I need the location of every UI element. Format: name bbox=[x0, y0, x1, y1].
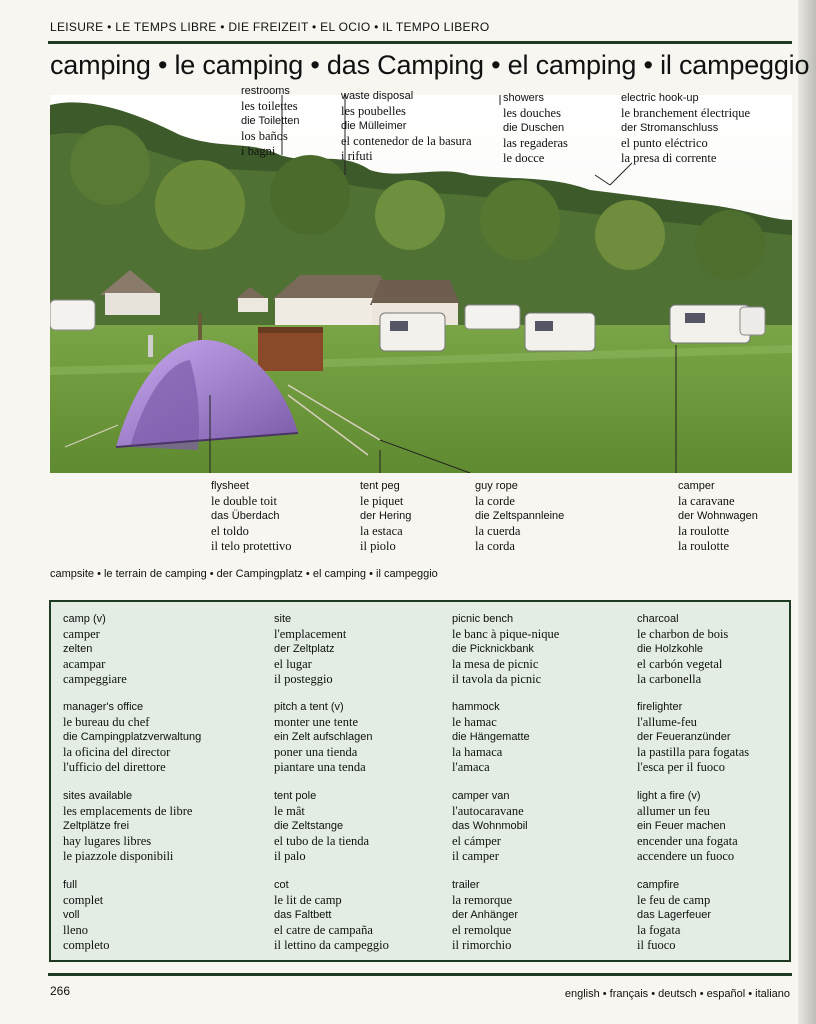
label-flysheet-es: el toldo bbox=[211, 524, 249, 538]
vocab-it: il fuoco bbox=[637, 938, 676, 952]
vocab-es: el catre de campaña bbox=[274, 923, 373, 937]
vocab-en: charcoal bbox=[637, 613, 679, 625]
vocab-fr: le hamac bbox=[452, 715, 497, 729]
label-showers-de: die Duschen bbox=[503, 122, 565, 134]
label-guyrope-it: la corda bbox=[475, 539, 515, 553]
vocab-es: la oficina del director bbox=[63, 745, 171, 759]
vocab-en: camper van bbox=[452, 790, 510, 802]
label-tent-peg bbox=[360, 479, 411, 554]
vocab-en: pitch a tent (v) bbox=[274, 701, 344, 713]
vocab-en: campfire bbox=[637, 879, 680, 891]
vocab-de: der Anhänger bbox=[452, 909, 519, 921]
vocab-entry bbox=[274, 700, 372, 775]
vocab-entry bbox=[63, 700, 201, 775]
label-hookup-fr: le branchement électrique bbox=[621, 106, 751, 120]
vocab-en: light a fire (v) bbox=[637, 790, 701, 802]
label-hookup-es: el punto eléctrico bbox=[621, 136, 708, 150]
vocab-it: accendere un fuoco bbox=[637, 849, 735, 863]
vocab-es: la mesa de picnic bbox=[452, 657, 539, 671]
label-restrooms-fr: les toilettes bbox=[241, 99, 298, 113]
vocab-en: picnic bench bbox=[452, 613, 514, 625]
vocab-it: l'amaca bbox=[452, 760, 490, 774]
vocab-it: l'ufficio del direttore bbox=[63, 760, 166, 774]
vocab-en: cot bbox=[274, 879, 289, 891]
vocab-fr: monter une tente bbox=[274, 715, 358, 729]
label-waste-es: el contenedor de la basura bbox=[341, 134, 472, 148]
vocab-entry bbox=[63, 878, 110, 953]
vocab-it: il rimorchio bbox=[452, 938, 512, 952]
vocab-fr: complet bbox=[63, 893, 104, 907]
vocab-en: firelighter bbox=[637, 701, 683, 713]
vocab-en: camp (v) bbox=[63, 613, 106, 625]
label-camper-es: la roulotte bbox=[678, 524, 730, 538]
vocab-it: le piazzole disponibili bbox=[63, 849, 174, 863]
vocab-entry bbox=[274, 789, 369, 864]
vocab-de: die Holzkohle bbox=[637, 643, 704, 655]
label-restrooms-es: los baños bbox=[241, 129, 288, 143]
vocab-es: la pastilla para fogatas bbox=[637, 745, 750, 759]
vocab-es: acampar bbox=[63, 657, 106, 671]
vocab-fr: l'autocaravane bbox=[452, 804, 524, 818]
vocab-de: zelten bbox=[63, 643, 93, 655]
vocab-entry bbox=[637, 878, 711, 953]
vocab-it: il tavola da picnic bbox=[452, 672, 542, 686]
label-guyrope-en: guy rope bbox=[475, 480, 518, 492]
section-header: LEISURE • LE TEMPS LIBRE • DIE FREIZEIT • EL OCIO • IL TEMPO LIBERO bbox=[50, 20, 490, 34]
label-waste-en: waste disposal bbox=[341, 90, 414, 102]
label-guyrope-de: die Zeltspannleine bbox=[475, 510, 565, 522]
vocab-de: ein Feuer machen bbox=[637, 820, 726, 832]
vocab-entry bbox=[452, 700, 530, 775]
vocab-en: full bbox=[63, 879, 78, 891]
page-number: 266 bbox=[50, 984, 71, 998]
vocab-de: das Wohnmobil bbox=[452, 820, 528, 832]
label-waste-disposal bbox=[341, 89, 472, 164]
label-showers-it: le docce bbox=[503, 151, 545, 165]
label-showers-fr: les douches bbox=[503, 106, 561, 120]
vocab-fr: l'allume-feu bbox=[637, 715, 697, 729]
vocab-it: completo bbox=[63, 938, 110, 952]
label-restrooms-en: restrooms bbox=[241, 85, 290, 97]
label-hookup-en: electric hook-up bbox=[621, 92, 699, 104]
vocab-fr: le feu de camp bbox=[637, 893, 711, 907]
label-camper-it: la roulotte bbox=[678, 539, 730, 553]
label-camper bbox=[678, 479, 758, 554]
vocab-it: campeggiare bbox=[63, 672, 127, 686]
vocab-en: site bbox=[274, 613, 292, 625]
vocab-it: piantare una tenda bbox=[274, 760, 366, 774]
label-showers-en: showers bbox=[503, 92, 544, 104]
vocab-entry bbox=[274, 612, 346, 687]
vocab-it: il posteggio bbox=[274, 672, 333, 686]
vocab-entry bbox=[637, 700, 749, 775]
header-rule bbox=[48, 41, 792, 44]
page-edge bbox=[798, 0, 816, 1024]
vocab-de: der Feueranzünder bbox=[637, 731, 731, 743]
vocab-fr: camper bbox=[63, 627, 100, 641]
vocab-de: die Zeltstange bbox=[274, 820, 344, 832]
page-title: camping • le camping • das Camping • el camping • il campeggio bbox=[50, 50, 810, 80]
label-flysheet-de: das Überdach bbox=[211, 510, 280, 522]
label-flysheet-fr: le double toit bbox=[211, 494, 277, 508]
label-tentpeg-fr: le piquet bbox=[360, 494, 404, 508]
label-tentpeg-it: il piolo bbox=[360, 539, 396, 553]
vocab-de: die Picknickbank bbox=[452, 643, 534, 655]
vocabulary-box bbox=[49, 600, 791, 962]
vocab-en: trailer bbox=[452, 879, 480, 891]
vocab-entry bbox=[452, 612, 559, 687]
label-guyrope-fr: la corde bbox=[475, 494, 515, 508]
label-restrooms bbox=[241, 84, 300, 159]
vocab-entry bbox=[637, 789, 738, 864]
vocab-fr: les emplacements de libre bbox=[63, 804, 193, 818]
label-hookup-de: der Stromanschluss bbox=[621, 122, 719, 134]
vocab-entry bbox=[63, 789, 192, 864]
footer-rule bbox=[48, 973, 792, 976]
vocab-es: el cámper bbox=[452, 834, 501, 848]
vocab-es: el tubo de la tienda bbox=[274, 834, 370, 848]
vocab-en: manager's office bbox=[63, 701, 144, 713]
vocab-fr: le banc à pique-nique bbox=[452, 627, 560, 641]
label-camper-de: der Wohnwagen bbox=[678, 510, 758, 522]
vocab-es: el lugar bbox=[274, 657, 312, 671]
vocab-fr: l'emplacement bbox=[274, 627, 347, 641]
vocab-entry bbox=[452, 878, 518, 953]
label-electric-hookup bbox=[621, 91, 750, 166]
vocab-es: poner una tienda bbox=[274, 745, 358, 759]
vocab-de: ein Zelt aufschlagen bbox=[274, 731, 373, 743]
photo-caption: campsite • le terrain de camping • der Campingplatz • el camping • il campeggio bbox=[50, 568, 438, 580]
vocab-fr: allumer un feu bbox=[637, 804, 710, 818]
vocab-it: l'esca per il fuoco bbox=[637, 760, 725, 774]
vocab-entry bbox=[452, 789, 528, 864]
label-guy-rope bbox=[475, 479, 564, 554]
vocab-de: das Faltbett bbox=[274, 909, 332, 921]
vocab-es: encender una fogata bbox=[637, 834, 738, 848]
vocab-es: la fogata bbox=[637, 923, 681, 937]
label-flysheet-en: flysheet bbox=[211, 480, 249, 492]
vocab-fr: le lit de camp bbox=[274, 893, 342, 907]
vocab-es: el carbón vegetal bbox=[637, 657, 723, 671]
label-restrooms-de: die Toiletten bbox=[241, 115, 300, 127]
label-restrooms-it: i bagni bbox=[241, 144, 276, 158]
label-waste-fr: les poubelles bbox=[341, 104, 406, 118]
vocab-entry bbox=[637, 612, 728, 687]
vocab-de: das Lagerfeuer bbox=[637, 909, 711, 921]
vocab-entry bbox=[63, 612, 127, 687]
label-camper-en: camper bbox=[678, 480, 715, 492]
vocab-es: el remolque bbox=[452, 923, 512, 937]
footer-languages: english • français • deutsch • español • italiano bbox=[564, 988, 790, 1000]
label-waste-de: die Mülleimer bbox=[341, 120, 407, 132]
vocab-fr: le mât bbox=[274, 804, 305, 818]
label-flysheet bbox=[211, 479, 292, 554]
vocab-fr: la remorque bbox=[452, 893, 513, 907]
vocab-es: la hamaca bbox=[452, 745, 503, 759]
vocab-de: voll bbox=[63, 909, 80, 921]
vocab-de: die Hängematte bbox=[452, 731, 530, 743]
vocab-it: il palo bbox=[274, 849, 306, 863]
label-hookup-it: la presa di corrente bbox=[621, 151, 717, 165]
label-tentpeg-de: der Hering bbox=[360, 510, 412, 522]
vocab-es: hay lugares libres bbox=[63, 834, 152, 848]
vocab-it: la carbonella bbox=[637, 672, 702, 686]
vocab-entry bbox=[274, 878, 389, 953]
label-showers-es: las regaderas bbox=[503, 136, 568, 150]
vocab-de: Zeltplätze frei bbox=[63, 820, 130, 832]
vocab-fr: le bureau du chef bbox=[63, 715, 150, 729]
vocab-en: tent pole bbox=[274, 790, 317, 802]
vocab-en: hammock bbox=[452, 701, 500, 713]
vocab-es: lleno bbox=[63, 923, 88, 937]
label-camper-fr: la caravane bbox=[678, 494, 735, 508]
vocab-en: sites available bbox=[63, 790, 133, 802]
vocab-it: il camper bbox=[452, 849, 499, 863]
label-tentpeg-es: la estaca bbox=[360, 524, 403, 538]
label-tentpeg-en: tent peg bbox=[360, 480, 400, 492]
vocab-it: il lettino da campeggio bbox=[274, 938, 389, 952]
vocab-fr: le charbon de bois bbox=[637, 627, 729, 641]
label-showers bbox=[503, 91, 568, 166]
vocab-de: der Zeltplatz bbox=[274, 643, 335, 655]
label-flysheet-it: il telo protettivo bbox=[211, 539, 292, 553]
label-waste-it: i rifuti bbox=[341, 149, 373, 163]
vocab-de: die Campingplatzverwaltung bbox=[63, 731, 202, 743]
label-guyrope-es: la cuerda bbox=[475, 524, 521, 538]
